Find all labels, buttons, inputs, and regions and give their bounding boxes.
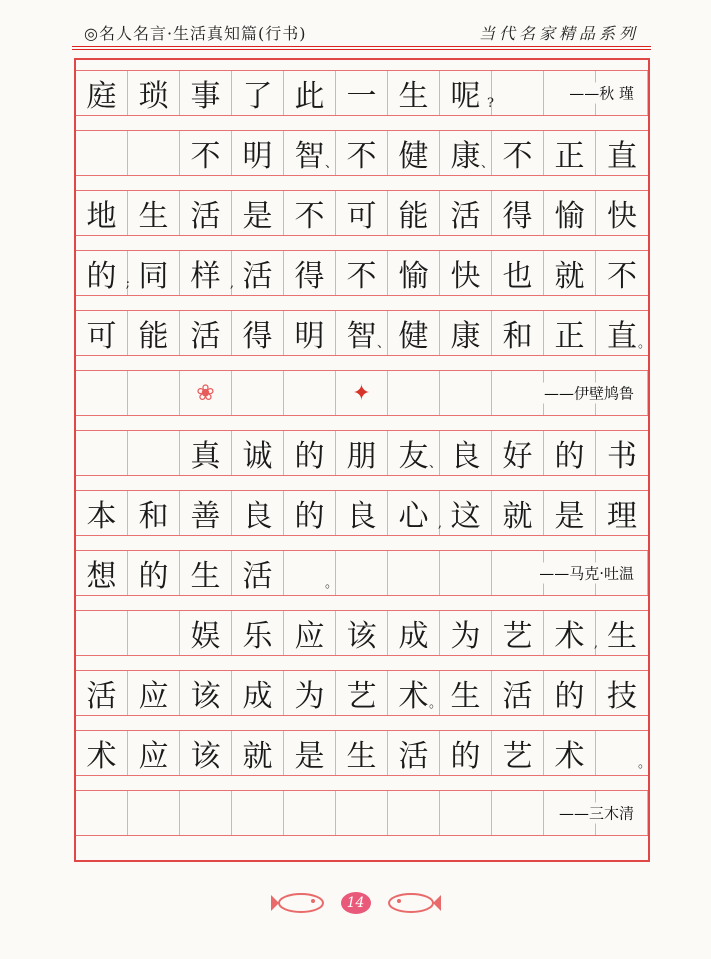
grid-cell bbox=[440, 431, 492, 475]
grid-cell bbox=[492, 71, 544, 115]
grid-cell bbox=[596, 311, 651, 355]
grid-cell bbox=[388, 791, 440, 835]
grid-cell bbox=[492, 611, 544, 655]
grid-cell bbox=[76, 131, 128, 175]
calligraphy-char: 的 bbox=[450, 739, 481, 774]
grid-cell bbox=[440, 371, 492, 415]
grid-cell bbox=[125, 251, 180, 295]
grid-row bbox=[76, 610, 648, 656]
calligraphy-char: 术 bbox=[554, 739, 585, 774]
grid-cell bbox=[128, 71, 180, 115]
calligraphy-char: 成 bbox=[398, 619, 429, 654]
grid-cell bbox=[596, 431, 648, 475]
punctuation-mark: , bbox=[593, 636, 598, 651]
grid-cell bbox=[388, 371, 440, 415]
grid-cell bbox=[388, 671, 440, 715]
grid-cell bbox=[284, 491, 336, 535]
calligraphy-char: 快 bbox=[607, 199, 637, 234]
calligraphy-char: 良 bbox=[242, 499, 273, 534]
grid-row bbox=[76, 550, 648, 596]
grid-cell bbox=[336, 551, 388, 595]
grid-cell bbox=[388, 311, 440, 355]
grid-row bbox=[76, 190, 648, 236]
grid-row bbox=[76, 370, 648, 416]
calligraphy-char: 真 bbox=[190, 439, 221, 474]
punctuation-mark: 。 bbox=[428, 696, 442, 711]
grid-cell bbox=[180, 731, 232, 775]
calligraphy-char: 可 bbox=[86, 319, 117, 354]
grid-cell bbox=[544, 671, 596, 715]
grid-cell bbox=[596, 671, 648, 715]
grid-row bbox=[76, 130, 648, 176]
grid-cell bbox=[336, 371, 388, 415]
calligraphy-char: 事 bbox=[190, 79, 221, 114]
calligraphy-char: 和 bbox=[138, 499, 169, 534]
grid-cell bbox=[232, 731, 284, 775]
calligraphy-char: 友 bbox=[398, 439, 429, 474]
grid-cell bbox=[232, 191, 284, 235]
calligraphy-char: 生 bbox=[190, 559, 221, 594]
calligraphy-char: 活 bbox=[190, 319, 221, 354]
calligraphy-char: 同 bbox=[138, 259, 169, 294]
calligraphy-char: 艺 bbox=[502, 739, 533, 774]
grid-cell bbox=[232, 371, 284, 415]
calligraphy-char: 得 bbox=[294, 259, 325, 294]
calligraphy-char: 生 bbox=[138, 199, 169, 234]
calligraphy-char: 乐 bbox=[242, 619, 273, 654]
grid-cell bbox=[128, 671, 180, 715]
grid-cell bbox=[336, 491, 388, 535]
calligraphy-char: 能 bbox=[138, 319, 169, 354]
grid-cell bbox=[128, 731, 180, 775]
grid-cell bbox=[492, 671, 544, 715]
grid-cell bbox=[336, 311, 388, 355]
calligraphy-char: 该 bbox=[190, 739, 221, 774]
quote-attribution: ——伊壁鸠鲁 bbox=[540, 383, 638, 404]
grid-cell bbox=[544, 731, 596, 775]
calligraphy-char: 康 bbox=[450, 319, 481, 354]
calligraphy-char: 愉 bbox=[554, 199, 585, 234]
calligraphy-char: 心 bbox=[398, 499, 429, 534]
grid-cell bbox=[492, 431, 544, 475]
calligraphy-char: 好 bbox=[502, 439, 533, 474]
calligraphy-char: 可 bbox=[346, 199, 377, 234]
calligraphy-char: 的 bbox=[554, 439, 585, 474]
calligraphy-char: 庭 bbox=[86, 79, 117, 114]
calligraphy-char: 书 bbox=[607, 439, 637, 474]
calligraphy-char: 该 bbox=[190, 679, 221, 714]
calligraphy-char: 的 bbox=[294, 499, 325, 534]
punctuation-mark: 。 bbox=[637, 336, 651, 351]
calligraphy-char: 生 bbox=[607, 619, 637, 654]
header-rule bbox=[72, 46, 651, 47]
calligraphy-char: 活 bbox=[242, 559, 273, 594]
grid-cell bbox=[76, 71, 128, 115]
quote-attribution: ——马克·吐温 bbox=[535, 563, 638, 584]
grid-cell bbox=[440, 311, 492, 355]
grid-cell bbox=[336, 791, 388, 835]
grid-cell bbox=[440, 191, 492, 235]
grid-cell bbox=[284, 431, 336, 475]
grid-cell bbox=[232, 311, 284, 355]
calligraphy-char: 不 bbox=[607, 259, 637, 294]
grid-cell bbox=[284, 71, 336, 115]
grid-row bbox=[76, 790, 648, 836]
calligraphy-char: 活 bbox=[398, 739, 429, 774]
grid-cell bbox=[128, 491, 180, 535]
grid-cell bbox=[180, 191, 232, 235]
calligraphy-char: 活 bbox=[502, 679, 533, 714]
calligraphy-char: 艺 bbox=[346, 679, 377, 714]
grid-cell bbox=[596, 131, 648, 175]
punctuation-mark: , bbox=[229, 276, 234, 291]
grid-cell bbox=[440, 791, 492, 835]
calligraphy-char: 为 bbox=[294, 679, 325, 714]
calligraphy-char: 的 bbox=[294, 439, 325, 474]
quote-attribution: ——三木清 bbox=[555, 803, 638, 824]
grid-cell bbox=[180, 431, 232, 475]
punctuation-mark: 、 bbox=[324, 156, 338, 171]
calligraphy-char: 活 bbox=[86, 679, 117, 714]
calligraphy-char: 艺 bbox=[502, 619, 533, 654]
header-collection-title: 当代名家精品系列 bbox=[478, 23, 639, 43]
calligraphy-grid bbox=[74, 58, 650, 862]
calligraphy-char: 是 bbox=[242, 199, 273, 234]
grid-cell bbox=[284, 551, 336, 595]
calligraphy-char: 琐 bbox=[138, 79, 169, 114]
grid-cell bbox=[180, 551, 232, 595]
grid-row bbox=[76, 310, 651, 356]
calligraphy-char: 就 bbox=[502, 499, 533, 534]
calligraphy-char: 直 bbox=[607, 139, 637, 174]
grid-cell bbox=[76, 671, 128, 715]
grid-cell bbox=[128, 431, 180, 475]
calligraphy-char: 快 bbox=[450, 259, 481, 294]
grid-cell bbox=[76, 431, 128, 475]
grid-cell bbox=[180, 131, 232, 175]
calligraphy-char: 应 bbox=[294, 619, 325, 654]
fish-ornament-right-icon bbox=[381, 888, 441, 918]
grid-cell bbox=[492, 731, 544, 775]
calligraphy-char: 是 bbox=[294, 739, 325, 774]
grid-cell bbox=[284, 311, 336, 355]
grid-cell bbox=[437, 491, 492, 535]
grid-cell bbox=[128, 611, 180, 655]
grid-cell bbox=[336, 71, 388, 115]
calligraphy-char: 的 bbox=[138, 559, 169, 594]
calligraphy-char: 此 bbox=[294, 79, 325, 114]
grid-cell bbox=[180, 671, 232, 715]
punctuation-mark: 、 bbox=[480, 156, 494, 171]
grid-cell bbox=[284, 131, 336, 175]
calligraphy-char: 得 bbox=[242, 319, 273, 354]
grid-cell bbox=[180, 491, 232, 535]
grid-cell bbox=[128, 371, 180, 415]
grid-cell bbox=[544, 431, 596, 475]
grid-cell bbox=[284, 731, 336, 775]
grid-cell bbox=[440, 551, 492, 595]
calligraphy-char: 正 bbox=[554, 319, 585, 354]
grid-cell bbox=[336, 191, 388, 235]
grid-cell bbox=[440, 731, 492, 775]
calligraphy-char: 智 bbox=[346, 319, 377, 354]
grid-cell bbox=[76, 611, 128, 655]
grid-cell bbox=[544, 251, 596, 295]
calligraphy-char: 得 bbox=[502, 199, 533, 234]
grid-row bbox=[76, 430, 648, 476]
grid-cell bbox=[596, 251, 648, 295]
grid-cell bbox=[388, 611, 440, 655]
grid-row bbox=[76, 490, 648, 536]
grid-cell bbox=[128, 791, 180, 835]
calligraphy-char: 不 bbox=[346, 139, 377, 174]
calligraphy-char: 理 bbox=[607, 499, 637, 534]
grid-cell bbox=[492, 311, 544, 355]
grid-cell bbox=[440, 611, 492, 655]
calligraphy-char: 娱 bbox=[190, 619, 221, 654]
calligraphy-char: 术 bbox=[86, 739, 117, 774]
grid-cell bbox=[128, 191, 180, 235]
grid-cell bbox=[229, 251, 284, 295]
grid-cell bbox=[284, 791, 336, 835]
calligraphy-char: 术 bbox=[554, 619, 585, 654]
calligraphy-char: 本 bbox=[86, 499, 117, 534]
header-series-title: ◎名人名言·生活真知篇(行书) bbox=[84, 23, 307, 43]
grid-cell bbox=[180, 251, 232, 295]
grid-cell bbox=[544, 311, 596, 355]
calligraphy-char: 为 bbox=[450, 619, 481, 654]
calligraphy-char: 术 bbox=[398, 679, 429, 714]
grid-cell bbox=[336, 431, 388, 475]
calligraphy-char: 就 bbox=[242, 739, 273, 774]
grid-cell bbox=[336, 731, 388, 775]
calligraphy-char: 一 bbox=[346, 79, 377, 114]
calligraphy-char: 不 bbox=[190, 139, 221, 174]
calligraphy-char: 智 bbox=[294, 139, 325, 174]
grid-cell bbox=[76, 251, 128, 295]
grid-cell bbox=[492, 371, 544, 415]
grid-cell bbox=[388, 491, 440, 535]
calligraphy-char: 康 bbox=[450, 139, 481, 174]
calligraphy-char: 就 bbox=[554, 259, 585, 294]
calligraphy-char: 活 bbox=[242, 259, 273, 294]
calligraphy-char: 生 bbox=[346, 739, 377, 774]
grid-cell bbox=[388, 551, 440, 595]
grid-row bbox=[76, 670, 648, 716]
calligraphy-char: 也 bbox=[502, 259, 533, 294]
calligraphy-char: 呢 bbox=[450, 79, 481, 114]
grid-cell bbox=[76, 731, 128, 775]
grid-cell bbox=[76, 791, 128, 835]
grid-cell bbox=[593, 611, 648, 655]
page-footer bbox=[0, 878, 711, 928]
calligraphy-char: 正 bbox=[554, 139, 585, 174]
calligraphy-char: 不 bbox=[502, 139, 533, 174]
grid-cell bbox=[232, 431, 284, 475]
grid-cell bbox=[284, 371, 336, 415]
calligraphy-char: 生 bbox=[450, 679, 481, 714]
calligraphy-char: 朋 bbox=[346, 439, 377, 474]
punctuation-mark: , bbox=[437, 516, 442, 531]
punctuation-mark: 。 bbox=[324, 576, 338, 591]
grid-cell bbox=[76, 311, 128, 355]
calligraphy-char: 善 bbox=[190, 499, 221, 534]
grid-cell bbox=[492, 131, 544, 175]
grid-cell bbox=[232, 131, 284, 175]
calligraphy-char: 的 bbox=[554, 679, 585, 714]
grid-cell bbox=[76, 191, 128, 235]
grid-cell bbox=[544, 191, 596, 235]
grid-cell bbox=[284, 251, 336, 295]
grid-cell bbox=[492, 791, 544, 835]
grid-cell bbox=[388, 251, 440, 295]
grid-cell bbox=[544, 131, 596, 175]
page-header bbox=[84, 18, 639, 46]
grid-row bbox=[76, 70, 648, 116]
grid-cell bbox=[440, 131, 492, 175]
calligraphy-char: 技 bbox=[607, 679, 637, 714]
grid-cell bbox=[76, 491, 128, 535]
grid-cell bbox=[336, 611, 388, 655]
calligraphy-char: 明 bbox=[294, 319, 325, 354]
fish-ornament-left-icon bbox=[271, 888, 331, 918]
grid-cell bbox=[596, 191, 648, 235]
punctuation-mark: ? bbox=[487, 96, 494, 111]
grid-cell bbox=[388, 731, 440, 775]
calligraphy-char: 直 bbox=[607, 319, 637, 354]
calligraphy-char: 明 bbox=[242, 139, 273, 174]
grid-cell bbox=[76, 371, 128, 415]
grid-cell bbox=[284, 611, 336, 655]
grid-cell bbox=[76, 551, 128, 595]
grid-cell bbox=[128, 131, 180, 175]
grid-cell bbox=[440, 671, 492, 715]
grid-cell bbox=[388, 131, 440, 175]
calligraphy-char: 样 bbox=[190, 259, 221, 294]
calligraphy-char: 诚 bbox=[242, 439, 273, 474]
punctuation-mark: 、 bbox=[428, 456, 442, 471]
grid-cell bbox=[492, 491, 544, 535]
punctuation-mark: 、 bbox=[376, 336, 390, 351]
calligraphy-char: 愉 bbox=[398, 259, 429, 294]
header-rule-double bbox=[72, 49, 651, 50]
grid-cell bbox=[180, 371, 232, 415]
grid-cell bbox=[284, 671, 336, 715]
grid-cell bbox=[180, 71, 232, 115]
calligraphy-char: 不 bbox=[346, 259, 377, 294]
grid-cell bbox=[180, 611, 232, 655]
calligraphy-char: 应 bbox=[138, 679, 169, 714]
punctuation-mark: ; bbox=[125, 276, 130, 291]
calligraphy-char: 不 bbox=[294, 199, 325, 234]
page-number-badge: 14 bbox=[341, 892, 371, 914]
calligraphy-char: 是 bbox=[554, 499, 585, 534]
calligraphy-char: 活 bbox=[190, 199, 221, 234]
calligraphy-char: 良 bbox=[450, 439, 481, 474]
grid-cell bbox=[440, 71, 492, 115]
grid-cell bbox=[232, 491, 284, 535]
calligraphy-char: 能 bbox=[398, 199, 429, 234]
grid-cell bbox=[336, 131, 388, 175]
calligraphy-char: 这 bbox=[450, 499, 481, 534]
grid-cell bbox=[492, 251, 544, 295]
grid-cell bbox=[388, 71, 440, 115]
grid-cell bbox=[232, 671, 284, 715]
grid-cell bbox=[492, 191, 544, 235]
grid-cell bbox=[180, 791, 232, 835]
grid-row bbox=[76, 250, 648, 296]
grid-cell bbox=[232, 551, 284, 595]
maple-leaf-icon: ✦ bbox=[352, 380, 371, 406]
grid-cell bbox=[544, 491, 596, 535]
calligraphy-char: 成 bbox=[242, 679, 273, 714]
grid-cell bbox=[180, 311, 232, 355]
calligraphy-char: 活 bbox=[450, 199, 481, 234]
calligraphy-char: 该 bbox=[346, 619, 377, 654]
grid-cell bbox=[284, 191, 336, 235]
grid-cell bbox=[232, 611, 284, 655]
quote-attribution: ——秋 瑾 bbox=[565, 83, 638, 104]
grid-cell bbox=[596, 731, 651, 775]
calligraphy-char: 的 bbox=[86, 259, 117, 294]
grid-cell bbox=[440, 251, 492, 295]
flower-icon: ❀ bbox=[196, 380, 215, 406]
calligraphy-char: 地 bbox=[86, 199, 117, 234]
grid-cell bbox=[232, 791, 284, 835]
grid-cell bbox=[544, 611, 596, 655]
calligraphy-char: 良 bbox=[346, 499, 377, 534]
grid-cell bbox=[596, 491, 648, 535]
calligraphy-char: 和 bbox=[502, 319, 533, 354]
calligraphy-char: 应 bbox=[138, 739, 169, 774]
calligraphy-char: 想 bbox=[86, 559, 117, 594]
calligraphy-char: 健 bbox=[398, 319, 429, 354]
grid-cell bbox=[128, 551, 180, 595]
calligraphy-char: 健 bbox=[398, 139, 429, 174]
grid-cell bbox=[388, 191, 440, 235]
grid-cell bbox=[336, 671, 388, 715]
grid-cell bbox=[336, 251, 388, 295]
grid-cell bbox=[128, 311, 180, 355]
punctuation-mark: 。 bbox=[637, 756, 651, 771]
calligraphy-char: 了 bbox=[242, 79, 273, 114]
calligraphy-char: 生 bbox=[398, 79, 429, 114]
grid-cell bbox=[388, 431, 440, 475]
grid-row bbox=[76, 730, 651, 776]
grid-cell bbox=[232, 71, 284, 115]
